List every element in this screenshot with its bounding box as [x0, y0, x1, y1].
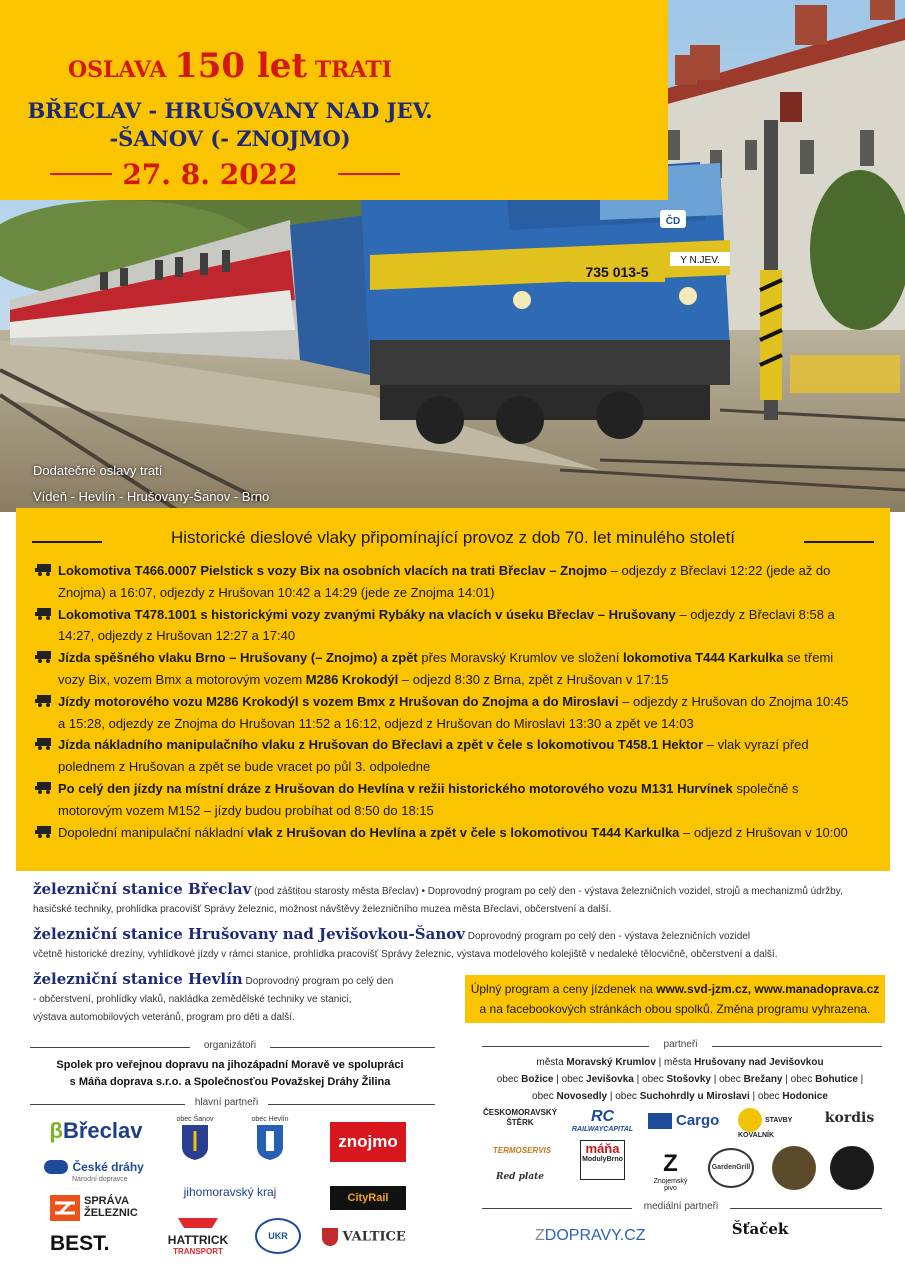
logo-garden-grill: GardenGrill: [708, 1148, 754, 1188]
extra-celebrations: [33, 458, 269, 510]
media-rule-right: [730, 1208, 882, 1209]
logo-railway-capital: RC RAILWAYCAPITAL: [571, 1108, 634, 1133]
hero-route-line1: BŘECLAV - HRUŠOVANY NAD JEV.: [27, 98, 433, 123]
logo-mana: máňa ModulyBrno: [580, 1140, 625, 1180]
title-trati: TRATI: [314, 57, 392, 83]
svg-text:Y N.JEV.: Y N.JEV.: [680, 255, 720, 266]
logo-kordis: kordis: [824, 1110, 875, 1126]
info-box: Úplný program a ceny jízdenek na www.svd-jzm.cz, www.manadoprava.cz a na facebookových stránkách obou spolků. Změna programu vyhrazena.: [465, 975, 885, 1023]
logo-cd-cargo: Cargo: [648, 1112, 728, 1129]
logo-stacek: Šťaček: [731, 1220, 789, 1238]
hero-banner: [0, 0, 668, 200]
program-item: Lokomotiva T466.0007 Pielstick s vozy Bix na osobních vlacích na trati Břeclav – Znojmo – odjezdy z Břeclavi 12:22 (jede až do Znojma) a 16:07, odjezdy z Hrušovan 10:42 a 14:29 (jede ze Znojma 14:01): [34, 560, 854, 604]
svg-text:ČD: ČD: [665, 216, 681, 227]
partners-municipalities: města Moravský Krumlov | města Hrušovany nad Jevišovkou obec Božice | obec Jevišovka | obec Stošovky | obec Brežany | obec Bohutice | obec Novosedly | obec Suchohrdly u Miroslavi | obec Hodonice: [496, 1057, 864, 1102]
partners-rule-left: [482, 1046, 649, 1047]
locomotive-number: 735 013-5: [585, 264, 649, 280]
logo-znojemsky-pivo: Z Znojemský pivo: [653, 1150, 688, 1192]
train-icon: [34, 825, 53, 839]
title-oslava: OSLAVA: [67, 57, 167, 83]
organizers-rule-left: [30, 1047, 190, 1048]
program-list: [34, 560, 854, 843]
partners-rule-right: [712, 1046, 882, 1047]
main-partners-rule-right: [268, 1104, 435, 1105]
logo-sanov: obec Šanov: [170, 1116, 220, 1163]
logo-hevlin: obec Hevlín: [245, 1116, 295, 1163]
partners-heading: partneři: [663, 1039, 698, 1050]
logo-breclav: βBřeclav: [49, 1118, 143, 1143]
program-heading: Historické dieslové vlaky připomínající provoz z dob 70. let minulého století: [170, 528, 736, 547]
logo-zdopravy: ZDOPRAVY.CZ: [535, 1227, 646, 1244]
organizers-rule-right: [270, 1047, 435, 1048]
logo-ukr: UKR: [255, 1218, 301, 1254]
program-item: Po celý den jízdy na místní dráze z Hrušovan do Hevlína v režii historického motorového vozu M131 Hurvínek společně s motorovým vozem M152 – jízdy budou probíhat od 8:50 do 18:15: [34, 778, 854, 822]
logo-valtice: VALTICE: [322, 1228, 410, 1246]
station-breclav: železniční stanice Břeclav (pod záštitou starosty města Břeclav) • Doprovodný program po celý den - výstava železničních vozidel, strojů a mechanizmů údržby, hasičské techniky, prohlídka pracovišť Správy železnic, možnost návštěvy železničního muzea města Břeclavi, občerstvení a další.: [33, 880, 843, 915]
station-title: železniční stanice Hevlín: [33, 970, 243, 988]
program-panel: [16, 508, 890, 871]
hero-route-line2: -ŠANOV (- ZNOJMO): [109, 126, 351, 151]
media-heading: mediální partneři: [643, 1201, 719, 1212]
program-item: Dopolední manipulační nákladní vlak z Hrušovan do Hevlína a zpět v čele s lokomotivou T444 Karkulka – odjezd z Hrušovan v 10:00: [34, 822, 854, 844]
station-hrusovany: železniční stanice Hrušovany nad Jevišovkou-Šanov Doprovodný program po celý den - výstava železničních vozidel včetně historické drezíny, vyhlídkové jízdy v rámci stanice, prohlídka pracovišť Správy železnic, výstava modelového kolejiště v nedaleké tělocvičně, občerstvení a další.: [33, 925, 778, 960]
logo-brewery-seal: [772, 1146, 816, 1190]
main-partners-rule-left: [30, 1104, 185, 1105]
title-150-let: 150 let: [174, 46, 308, 86]
logo-dark-seal: [830, 1146, 874, 1190]
station-hevlin: železniční stanice Hevlín Doprovodný program po celý den - občerstvení, prohlídky vlaků, nakládka zemědělské techniky ve stanici, výstava automobilových veteránů, program pro děti a další.: [33, 970, 394, 1023]
program-item: Jízda spěšného vlaku Brno – Hrušovany (– Znojmo) a zpět přes Moravský Krumlov ve složení lokomotiva T444 Karkulka se třemi vozy Bix, vozem Bmx a motorovým vozem M286 Krokodýl – odjezd 8:30 z Brna, zpět z Hrušovan v 17:15: [34, 647, 854, 691]
extra-line-2: Vídeň - Hevlín - Hrušovany-Šanov - Brno: [33, 489, 270, 504]
main-partners-heading: hlavní partneři: [194, 1097, 259, 1108]
websites-link[interactable]: www.svd-jzm.cz, www.manadoprava.cz: [656, 982, 880, 996]
train-icon: [34, 737, 53, 751]
organizers-text: Spolek pro veřejnou dopravu na jihozápadní Moravě ve spolupráci s Máňa doprava s.r.o. a Společnosťou Považskej Dráhy Žilina: [56, 1059, 404, 1088]
media-rule-left: [482, 1208, 632, 1209]
train-icon: [34, 694, 53, 708]
program-item: Jízda nákladního manipulačního vlaku z Hrušovan do Břeclavi a zpět v čele s lokomotivou T458.1 Hektor – vlak vyrazí před polednem z Hrušovan a zpět se bude vracet po půl 3. odpoledne: [34, 734, 854, 778]
extra-line-1: Dodatečné oslavy tratí: [33, 463, 163, 478]
logo-jmk: jihomoravský kraj: [183, 1185, 277, 1199]
train-icon: [34, 563, 53, 577]
logo-hattrick: HATTRICK TRANSPORT: [160, 1216, 236, 1256]
logo-cityrail: CityRail: [330, 1186, 406, 1210]
train-icon: [34, 607, 53, 621]
logo-red-plate: Red plate: [495, 1172, 545, 1182]
logo-best: BEST.: [50, 1232, 110, 1255]
logo-cms-sterk: ČESKOMORAVSKÝ ŠTĚRK: [482, 1108, 558, 1127]
organizers-heading: organizátoři: [203, 1040, 257, 1051]
station-title: železniční stanice Břeclav: [33, 880, 252, 898]
logo-ceske-drahy: České dráhy Národní dopravce: [44, 1158, 154, 1183]
train-icon: [34, 650, 53, 664]
logo-kovalnik: STAVBY KOVALNÍK: [738, 1108, 818, 1139]
logo-sprava-zeleznic: SPRÁVA ŽELEZNIC: [50, 1195, 160, 1221]
program-item: Lokomotiva T478.1001 s historickými vozy zvanými Rybáky na vlacích v úseku Břeclav – Hrušovany – odjezdy z Břeclavi 8:58 a 14:27, odjezdy z Hrušovan 12:27 a 17:40: [34, 604, 854, 648]
event-date: 27. 8. 2022: [122, 158, 298, 191]
station-title: železniční stanice Hrušovany nad Jevišovkou-Šanov: [33, 925, 465, 943]
logo-termoservis: TERMOSERVIS: [492, 1146, 552, 1155]
logo-znojmo: znojmo: [330, 1122, 406, 1162]
program-item: Jízdy motorového vozu M286 Krokodýl s vozem Bmx z Hrušovan do Znojma a do Miroslavi – odjezdy z Hrušovan do Znojma 10:45 a 15:28, odjezdy ze Znojma do Hrušovan 11:52 a 16:12, odjezd z Hrušovan do Miroslavi 13:30 a zpět ve 14:03: [34, 691, 854, 735]
hero-title: [0, 46, 460, 86]
train-icon: [34, 781, 53, 795]
